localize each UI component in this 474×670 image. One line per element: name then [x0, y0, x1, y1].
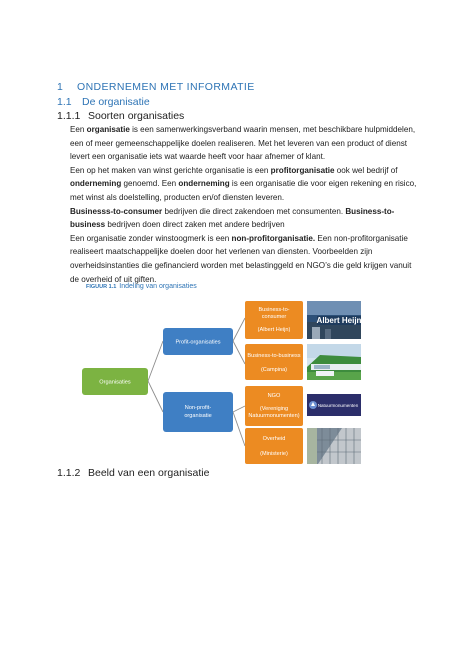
svg-text:(Albert Heijn): (Albert Heijn) — [257, 327, 291, 333]
connector-root-nonprofit — [148, 381, 163, 412]
node-business-to-consumer — [245, 301, 303, 339]
ministry-building-photo — [307, 428, 361, 464]
node-organisaties — [82, 368, 148, 395]
factory-photo — [307, 344, 361, 380]
section-number: 1.1 — [57, 96, 72, 108]
node-profit-organisaties — [163, 328, 233, 355]
subsection-heading-2 — [57, 467, 209, 479]
connector-profit-b2c — [233, 318, 245, 341]
node-business-to-business — [245, 344, 303, 380]
svg-text:Albert Heijn: Albert Heijn — [316, 316, 362, 325]
subsection-number: 1.1.1 — [57, 110, 81, 122]
svg-text:(Ministerie): (Ministerie) — [260, 451, 288, 457]
supermarket-photo — [307, 301, 362, 339]
connector-nonprofit-ngo — [233, 406, 245, 412]
subsection-number-2: 1.1.2 — [57, 467, 81, 479]
svg-text:(Campina): (Campina) — [260, 367, 288, 373]
svg-text:Overheid: Overheid — [262, 436, 286, 442]
section-title: De organisatie — [82, 96, 150, 108]
svg-text:consumer: consumer — [261, 314, 287, 320]
svg-text:Business-to-: Business-to- — [258, 307, 290, 313]
node-ngo — [245, 386, 303, 426]
paragraph-b2c-b2b: Businesss-to-consumer bedrijven die direct zakendoen met consumenten. Business-to-business bedrijven doen direct zaken met andere bedrijven — [70, 206, 395, 230]
svg-text:Non-profit-: Non-profit- — [184, 405, 212, 411]
subsection-title-2: Beeld van een organisatie — [88, 467, 210, 479]
svg-text:(Vereniging: (Vereniging — [259, 406, 289, 412]
connector-nonprofit-overheid — [233, 412, 245, 446]
svg-text:Profit-organisaties: Profit-organisaties — [175, 339, 221, 346]
subsection-title: Soorten organisaties — [88, 110, 185, 122]
node-overheid — [245, 428, 303, 464]
svg-text:Business-to-business: Business-to-business — [247, 353, 301, 359]
svg-text:NGO: NGO — [267, 393, 281, 399]
figure-label: FIGUUR 1.1 — [86, 284, 117, 290]
figure-title: Indeling van organisaties — [119, 283, 197, 290]
svg-text:Natuurmonumenten: Natuurmonumenten — [317, 403, 359, 408]
natuurmonumenten-logo — [307, 394, 361, 416]
paragraph-profit: Een op het maken van winst gerichte organisatie is een profitorganisatie ook wel bedrijf of onderneming genoemd. Een onderneming is een organisatie die voor eigen rekening en risico, met winst als doelstelling, producten en/of diensten leveren. — [70, 165, 417, 202]
svg-text:Natuurmonumenten): Natuurmonumenten) — [248, 413, 300, 419]
node-non-profit-organisatie — [163, 392, 233, 432]
paragraph-definition: Een organisatie is een samenwerkingsverband waarin mensen, met beschikbare hulpmiddelen, een of meer gemeenschappelijke doelen realiseren. Met het leveren van een product of dienst levert een organisatie iets wat waarde heeft voor haar afnemer of klant. — [70, 125, 416, 162]
svg-text:organisatie: organisatie — [184, 413, 212, 419]
connector-profit-b2b — [233, 341, 245, 364]
paragraph-nonprofit: Een organisatie zonder winstoogmerk is een non-profitorganisatie. Een non-profitorganisatie realiseert maatschappelijke doelen door het verlenen van diensten. Voorbeelden zijn overheidsinstanties die gefinancierd worden met belastinggeld en NGO’s die geld krijgen vanuit de overheid of uit giften. — [70, 233, 412, 284]
connector-root-profit — [148, 341, 163, 381]
svg-text:Organisaties: Organisaties — [99, 379, 131, 386]
chapter-number: 1 — [57, 81, 64, 93]
chapter-title: ONDERNEMEN MET INFORMATIE — [77, 81, 255, 93]
